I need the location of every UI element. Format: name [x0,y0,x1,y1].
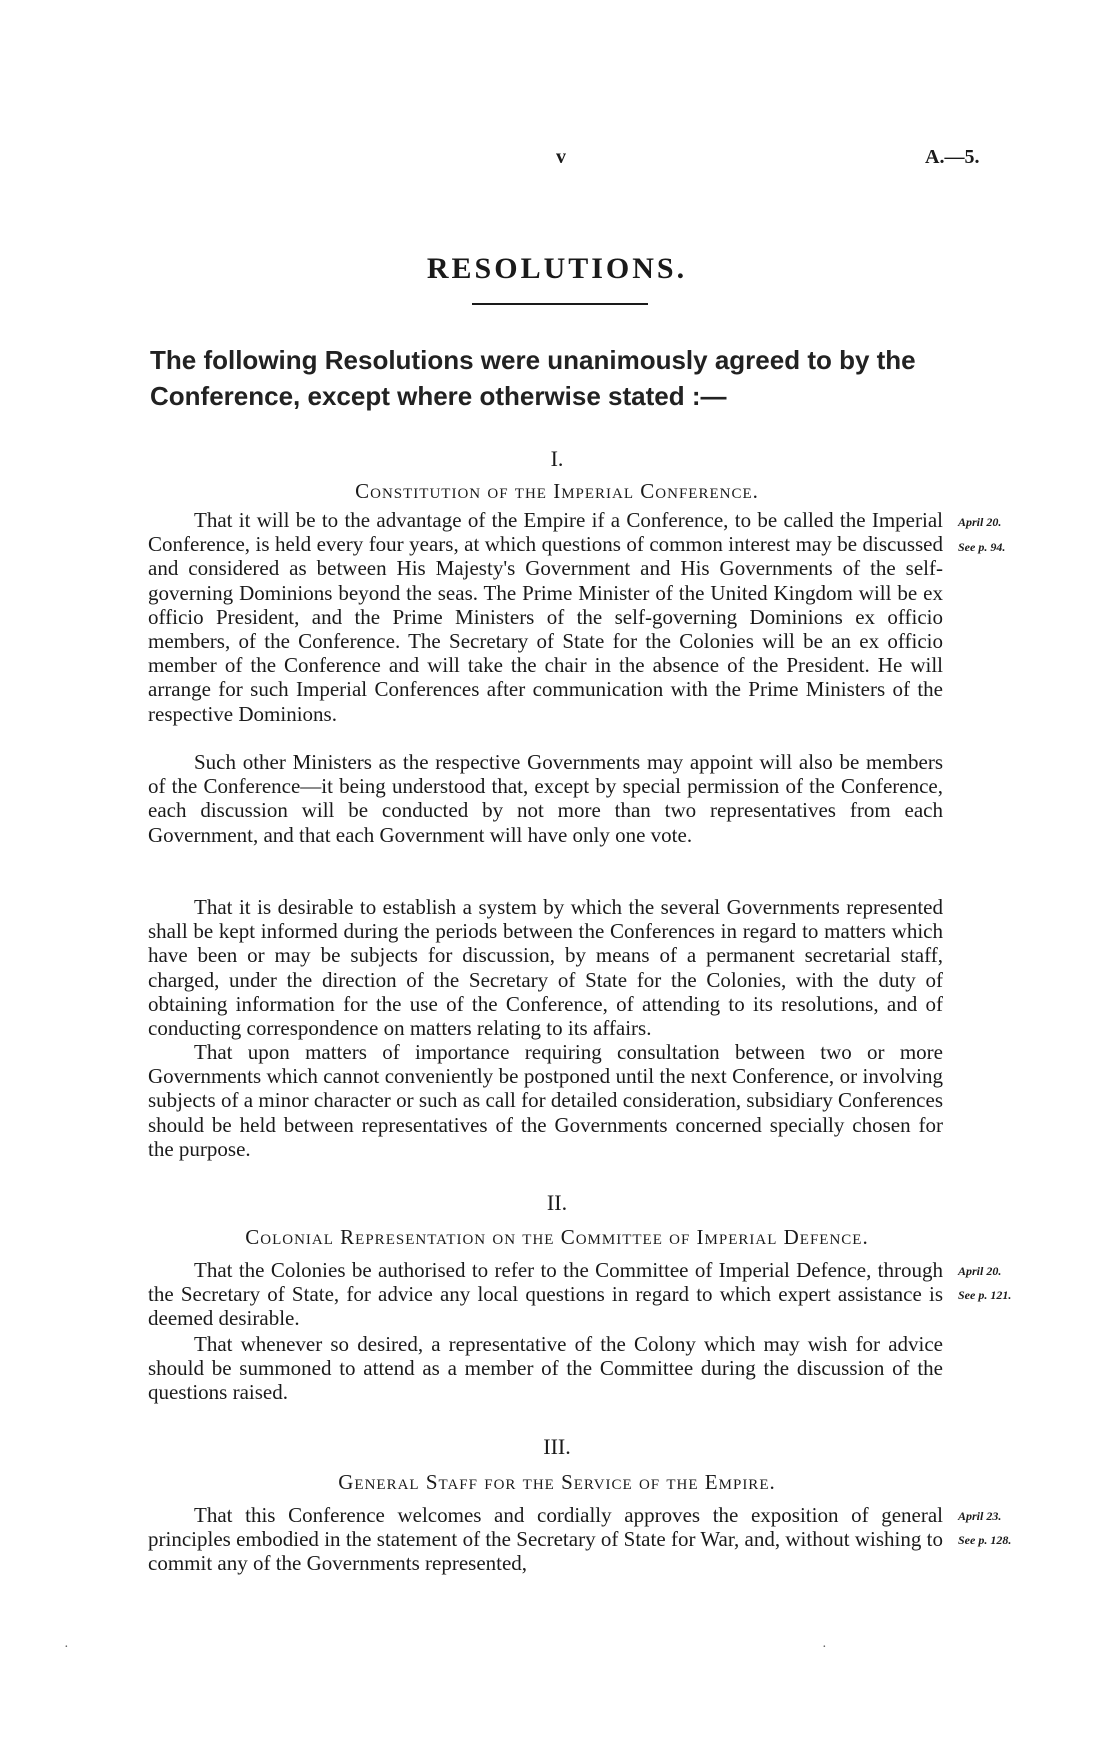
section-1-numeral: I. [550,446,564,471]
margin-note-date: April 20. [958,515,1002,529]
document-reference: A.—5. [925,146,980,168]
page-number: v [556,146,566,168]
section-3-numeral: III. [543,1434,571,1459]
margin-note-page-ref: See p. 121. [958,1288,1012,1302]
section-1-heading: Constitution of the Imperial Conference. [355,479,759,503]
section-3-paragraph-1: That this Conference welcomes and cordially approves the exposition of general principles embodied in the statement of the Secretary of State for War, and, without wishing to commit any of the Governments represented, [148,1503,943,1576]
section-2-numeral: II. [546,1190,568,1215]
margin-note-page-ref: See p. 128. [958,1533,1012,1547]
margin-note-date: April 23. [958,1509,1002,1523]
section-2-heading: Colonial Representation on the Committee of Imperial Defence. [245,1225,869,1249]
title-rule [472,303,648,305]
section-2-paragraph-2: That whenever so desired, a representative of the Colony which may wish for advice should be summoned to attend as a member of the Committee during the discussion of the questions raised. [148,1332,943,1405]
section-1-paragraph-3: That it is desirable to establish a system by which the several Governments represented shall be kept informed during the periods between the Conferences in regard to matters which have been or may be subjects for discussion, by means of a permanent secretarial staff, charged, under the direction of the Secretary of State for the Colonies, with the duty of obtaining information for the use of the Conference, of attending to its resolutions, and of conducting correspondence on matters relating to its affairs. [148,895,943,1041]
margin-note-date: April 20. [958,1264,1002,1278]
section-3-heading: General Staff for the Service of the Empire. [338,1470,776,1494]
margin-note-page-ref: See p. 94. [958,540,1006,554]
section-2-paragraph-1: That the Colonies be authorised to refer to the Committee of Imperial Defence, through the Secretary of State, for advice any local questions in regard to which expert assistance is deemed desirable. [148,1258,943,1331]
section-1-paragraph-1: That it will be to the advantage of the Empire if a Conference, to be called the Imperial Conference, is held every four years, at which questions of common interest may be discussed and considered as between His Majesty's Government and His Governments of the self-governing Dominions beyond the seas. The Prime Minister of the United Kingdom will be ex officio President, and the Prime Ministers of the self-governing Dominions ex officio members, of the Conference. The Secretary of State for the Colonies will be an ex officio member of the Conference and will take the chair in the absence of the President. He will arrange for such Imperial Conferences after communication with the Prime Ministers of the respective Dominions. [148,508,943,726]
scan-speck: · [64,1640,69,1655]
scan-speck: · [822,1640,827,1655]
section-1-paragraph-2: Such other Ministers as the respective Governments may appoint will also be members of the Conference—it being understood that, except by special permission of the Conference, each discussion will be conducted by not more than two representatives from each Government, and that each Government will have only one vote. [148,750,943,847]
page-title: RESOLUTIONS. [426,252,688,285]
intro-statement: The following Resolutions were unanimously agreed to by the Conference, except where otherwise stated :— [150,345,916,411]
section-1-paragraph-4: That upon matters of importance requiring consultation between two or more Governments which cannot conveniently be postponed until the next Conference, or involving subjects of a minor character or such as call for detailed consideration, subsidiary Conferences should be held between representatives of the Governments concerned specially chosen for the purpose. [148,1040,943,1161]
